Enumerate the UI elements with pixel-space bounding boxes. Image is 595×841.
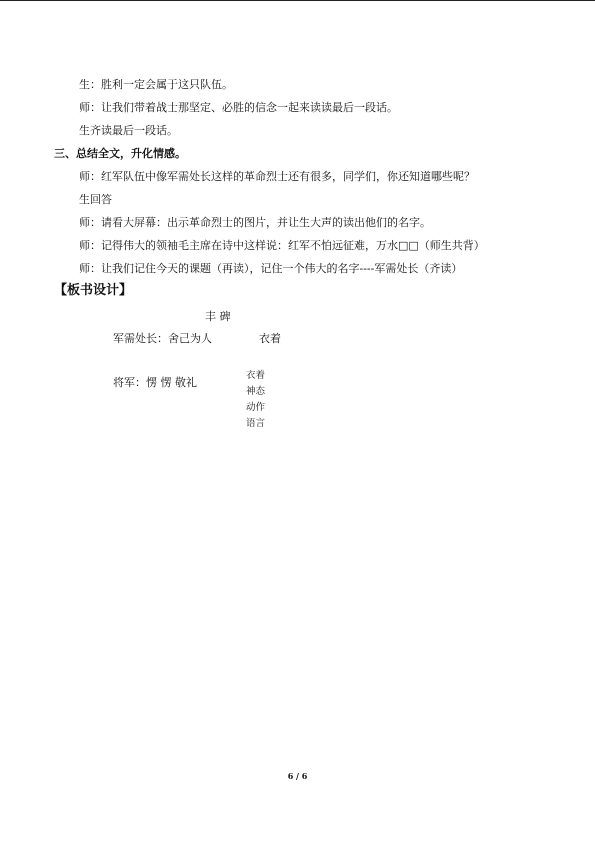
board-item-expression: 神态 <box>246 386 266 397</box>
board-row1-left: 军需处长：舍己为人 <box>113 332 212 345</box>
top-rule <box>0 0 595 1</box>
student-answer-line: 生回答 <box>79 193 112 206</box>
teacher-line-screen: 师：请看大屏幕：出示革命烈士的图片，并让生大声的读出他们的名字。 <box>79 216 431 229</box>
board-row1-right: 衣着 <box>259 332 281 345</box>
board-item-clothing: 衣着 <box>246 370 266 381</box>
board-row2-left: 将军：愣 愣 敬礼 <box>113 376 197 389</box>
board-item-language: 语言 <box>246 418 266 429</box>
teacher-line-martyrs: 师：红军队伍中像军需处长这样的革命烈士还有很多，同学们，你还知道哪些呢？ <box>79 170 475 183</box>
teacher-line-title: 师：让我们记住今天的课题（再读），记住一个伟大的名字----军需处长（齐读） <box>79 262 463 275</box>
board-item-action: 动作 <box>246 402 266 413</box>
student-line-victory: 生：胜利一定会属于这只队伍。 <box>79 78 233 91</box>
page-number: 6 / 6 <box>287 771 308 781</box>
teacher-line-poem: 师：记得伟大的领袖毛主席在诗中这样说：红军不怕远征难，万水□□（师生共背） <box>79 239 485 252</box>
section-heading-summary: 三、总结全文，升化情感。 <box>54 147 186 160</box>
class-read-line: 生齐读最后一段话。 <box>79 124 178 137</box>
teacher-line-read: 师：让我们带着战士那坚定、必胜的信念一起来读读最后一段话。 <box>79 101 398 114</box>
board-title: 丰 碑 <box>205 310 231 323</box>
board-design-heading: 【板书设计】 <box>54 283 133 298</box>
